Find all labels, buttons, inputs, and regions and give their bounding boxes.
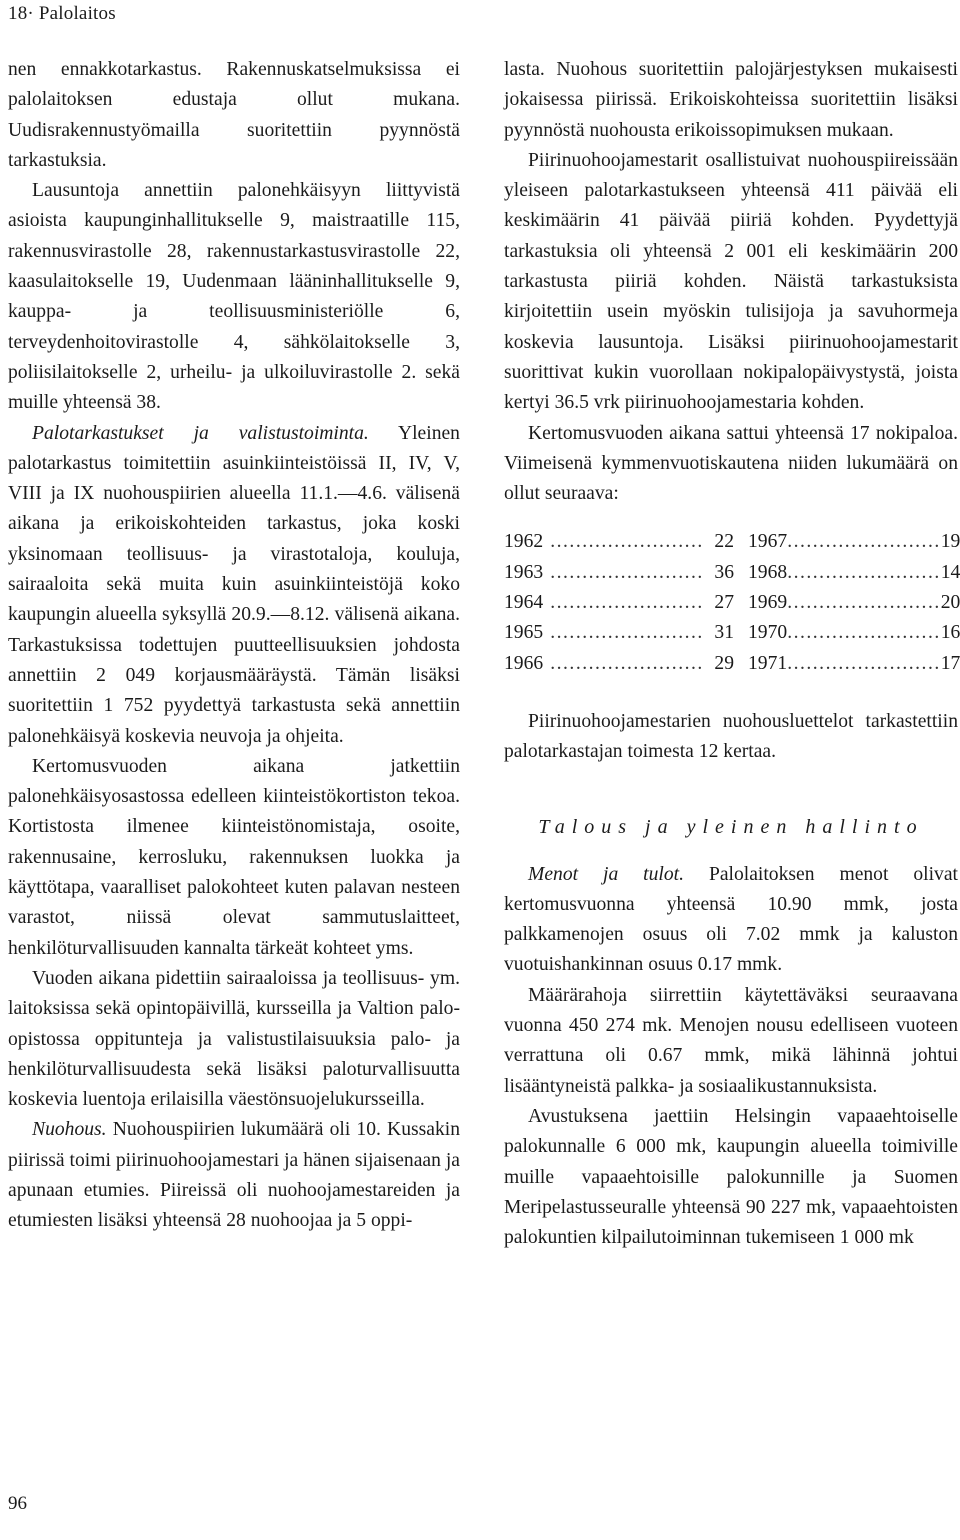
paragraph-text: Yleinen palotarkastus toimitettiin asuinkiinteistöissä II, IV, V, VIII ja IX nuohouspiirien alueella 11.1.—4.6. välisenä aikana ja erikoiskohteiden tarkastus, joka koski yksinomaan teollisuus- ja virastotaloja, kouluja, sairaaloita sekä muita kuin asuinkiinteistöjä koko kaupungin alueella syksyllä 20.9.—8.12. välisenä aikana. Tarkastuksissa todettujen puutteellisuuksien johdosta annettiin 2 049 korjausmääräystä. Tämän lisäksi suoritettiin 1 752 pyydettyä tarkastusta sekä annettiin palonehkäisyä koskevia neuvoja ja ohjeita. [8,422,460,747]
dot-leader: ........................ [787,622,941,644]
table-cell [504,618,734,648]
paragraph [504,860,958,981]
count: 36 [714,561,734,583]
table-row [504,558,958,588]
count: 16 [940,622,960,644]
section-heading: Talous ja yleinen hallinto [538,815,924,838]
run-in-heading: Menot ja tulot. [528,863,684,885]
dot-leader: ........................ [550,561,704,583]
dot-leader: ........................ [550,531,704,553]
count: 29 [714,652,734,674]
paragraph: Piirinuohoojamestarit osallistuivat nuohouspiireissään yleiseen palotarkastukseen yhteensä 411 päivää eli keskimäärin 41 päivää piiriä kohden. Pyydettyjä tarkastuksia oli yhteensä 2 001 eli keskimäärin 200 tarkastusta piiriä kohden. Näistä tarkastuksista kirjoitettiin usein myöskin tulisijoja ja savuhormeja koskevia lausuntoja. Lisäksi piirinuohoojamestarit suorittivat kukin vuorollaan nokipalopäivystystä, joista kertyi 36.5 vrk piirinuohoojamestaria kohden. [504,149,958,414]
year: 1969 [748,592,788,614]
year: 1968 [748,561,788,583]
right-column [504,55,958,1253]
table-row [504,588,958,618]
dot-leader: ........................ [550,622,704,644]
count: 14 [940,561,960,583]
year: 1965 [504,622,544,644]
run-in-heading: Nuohous. [32,1119,107,1141]
paragraph [8,419,460,752]
table-cell [748,649,960,679]
table-cell [748,618,960,648]
year: 1964 [504,592,544,614]
table-cell [504,527,734,557]
paragraph: Vuoden aikana pidettiin sairaaloissa ja teollisuus- ym. laitoksissa sekä opintopäivillä, kursseilla ja Valtion palo-opistossa oppitunteja ja valistustilaisuuksia palo- ja henkilöturvallisuudesta sekä lisäksi paloturvallisuutta koskevia luentoja erilaisilla väestönsuojelukursseilla. [8,967,460,1111]
dot-leader: ........................ [550,652,704,674]
table-row [504,527,958,557]
year: 1970 [748,622,788,644]
dot-leader: ........................ [787,561,941,583]
paragraph: lasta. Nuohous suoritettiin palojärjestyksen mukaisesti jokaisessa piirissä. Erikoiskohteissa suoritettiin lisäksi pyynnöstä nuohousta erikoissopimuksen mukaan. [504,59,958,141]
dot-leader: ........................ [787,531,941,553]
paragraph: Määrärahoja siirrettiin käytettäväksi seuraavana vuonna 450 274 mk. Menojen nousu edelliseen vuoteen verrattuna oli 0.67 mmk, mikä lähinnä johtui lisääntyneistä palkka- ja sosiaalikustannuksista. [504,984,958,1097]
year: 1967 [748,531,788,553]
dot-leader: ........................ [787,652,941,674]
dot-leader: ........................ [550,592,704,614]
table-cell [748,558,960,588]
dot-leader: ........................ [787,592,941,614]
chimney-fire-table [504,527,958,678]
paragraph: nen ennakkotarkastus. Rakennuskatselmuksissa ei palolaitoksen edustaja ollut mukana. Uudisrakennustyömailla suoritettiin pyynnöstä tarkastuksia. [8,59,460,171]
year: 1962 [504,531,544,553]
count: 22 [714,531,734,553]
year: 1971 [748,652,788,674]
year: 1963 [504,561,544,583]
table-cell [748,588,960,618]
paragraph-text: Nuohouspiirien lukumäärä oli 10. Kussakin piirissä toimi piirinuohoojamestari ja hänen sijaisenaan ja apunaan etumies. Piireissä oli nuohoojamestareiden ja etumiesten lisäksi yhteensä 28 nuohoojaa ja 5 oppi- [8,1119,460,1232]
count: 20 [940,592,960,614]
paragraph: Avustuksena jaettiin Helsingin vapaaehtoiselle palokunnalle 6 000 mk, kaupungin alueella toimiville muille vapaaehtoisille palokunnille ja Suomen Meripelastusseuralle yhteensä 90 227 mk, vapaaehtoisten palokuntien kilpailutoiminnan tukemiseen 1 000 mk [504,1105,958,1249]
left-column [8,55,460,1237]
year: 1966 [504,652,544,674]
paragraph: Kertomusvuoden aikana jatkettiin palonehkäisyosastossa edelleen kiinteistökortiston tekoa. Kortistosta ilmenee kiinteistönomistaja, osoite, rakennusaine, kerrosluku, rakennuksen luokka ja käyttötapa, vaaralliset palokohteet kuten palavan nesteen varastot, niissä olevat sammutuslaitteet, henkilöturvallisuuden kannalta tärkeät kohteet yms. [8,755,460,959]
table-cell [504,558,734,588]
paragraph [8,1115,460,1236]
count: 19 [940,531,960,553]
count: 17 [940,652,960,674]
paragraph: Lausuntoja annettiin palonehkäisyyn liittyvistä asioista kaupunginhallitukselle 9, maistraatille 115, rakennusvirastolle 28, rakennustarkastusvirastolle 22, kaasulaitokselle 19, Uudenmaan lääninhallitukselle 9, kauppa- ja teollisuusministeriölle 6, terveydenhoitovirastolle 4, sähkölaitokselle 3, poliisilaitokselle 2, urheilu- ja ulkoiluvirastolle 2. sekä muille yhteensä 38. [8,180,460,414]
table-cell [748,527,960,557]
paragraph-text: Palolaitoksen menot olivat kertomusvuonna yhteensä 10.90 mmk, josta palkkamenojen osuus oli 7.02 mmk ja kaluston vuotuishankinnan osuus 0.17 mmk. [504,863,958,976]
table-row [504,618,958,648]
table-cell [504,588,734,618]
paragraph: Piirinuohoojamestarien nuohousluettelot tarkastettiin palotarkastajan toimesta 12 kertaa. [504,710,958,763]
count: 31 [714,622,734,644]
page-number: 96 [8,1493,27,1514]
run-in-heading: Palotarkastukset ja valistustoiminta. [32,422,369,444]
running-head: 18· Palolaitos [8,3,116,24]
paragraph: Kertomusvuoden aikana sattui yhteensä 17 nokipaloa. Viimeisenä kymmenvuotiskautena niiden lukumäärä on ollut seuraava: [504,422,958,505]
count: 27 [714,592,734,614]
table-row [504,649,958,679]
table-cell [504,649,734,679]
